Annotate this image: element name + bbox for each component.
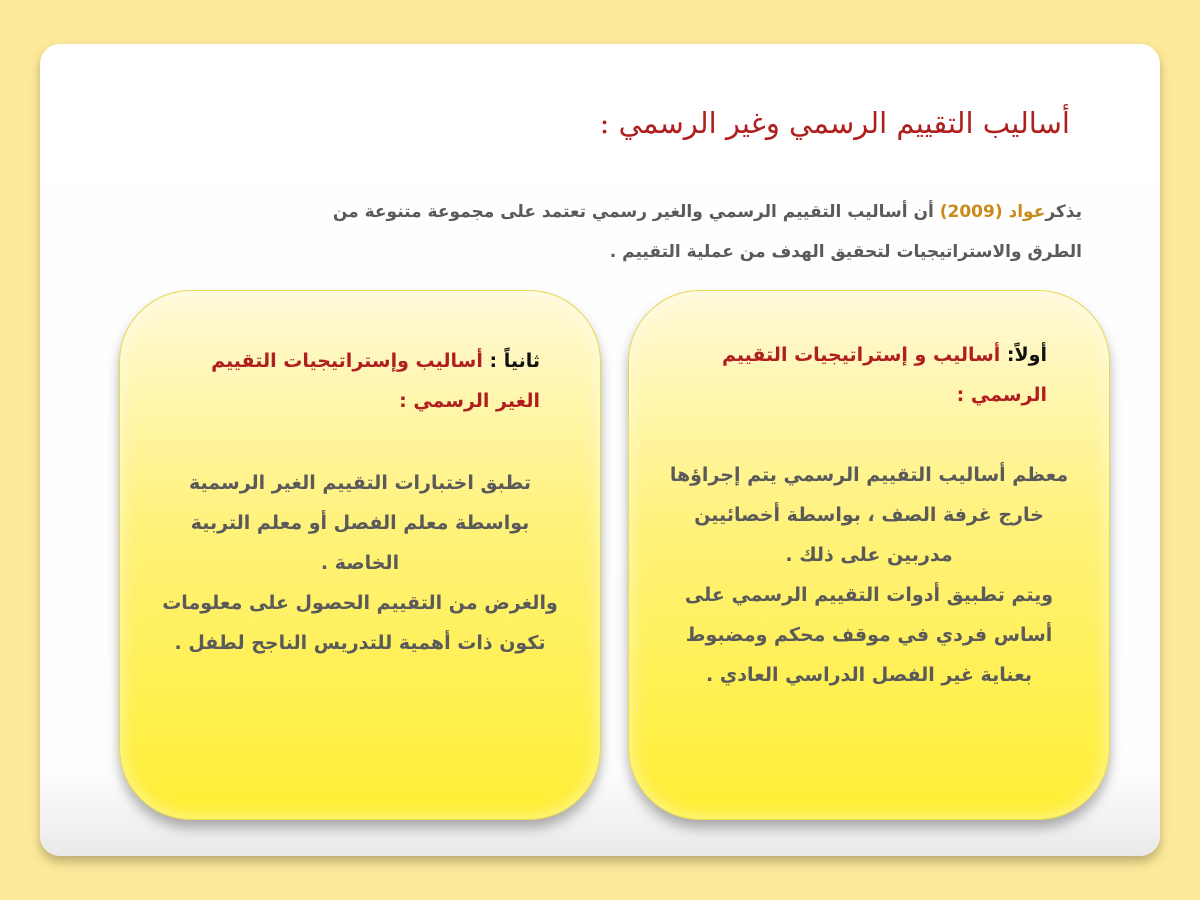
slide-title: أساليب التقييم الرسمي وغير الرسمي : [599, 106, 1070, 140]
card-heading [200, 341, 540, 421]
card-heading-text: أساليب و إستراتيجيات التقييم الرسمي : [721, 344, 1047, 406]
informal-assessment-card [119, 290, 601, 820]
intro-author: عواد (2009) [939, 202, 1046, 222]
card-lead: ثانياً : [489, 350, 540, 372]
card-heading [687, 335, 1047, 415]
intro-prefix: يذكر [1045, 202, 1082, 222]
card-heading-text: أساليب وإستراتيجيات التقييم الغير الرسمي : [211, 350, 540, 412]
card-paragraph: والغرض من التقييم الحصول على معلومات تكون ذات أهمية للتدريس الناجح لطفل . [162, 592, 558, 654]
formal-assessment-card [628, 290, 1110, 820]
card-body [665, 455, 1073, 695]
intro-text: أن أساليب التقييم الرسمي والغير رسمي تعتمد على مجموعة متنوعة من الطرق والاستراتيجيات لتحقيق الهدف من عملية التقييم . [332, 202, 1082, 262]
intro-paragraph [282, 192, 1082, 272]
slide [40, 44, 1160, 856]
card-paragraph: ويتم تطبيق أدوات التقييم الرسمي على أساس فردي في موقف محكم ومضبوط بعناية غير الفصل الدراسي العادي . [684, 584, 1054, 686]
card-lead: أولاً: [1006, 344, 1047, 366]
card-paragraph: تطبق اختبارات التقييم الغير الرسمية بواسطة معلم الفصل أو معلم التربية الخاصة . [189, 472, 531, 574]
card-paragraph: معظم أساليب التقييم الرسمي يتم إجراؤها خارج غرفة الصف ، بواسطة أخصائيين مدربين على ذلك . [669, 464, 1069, 566]
card-body [156, 463, 564, 663]
